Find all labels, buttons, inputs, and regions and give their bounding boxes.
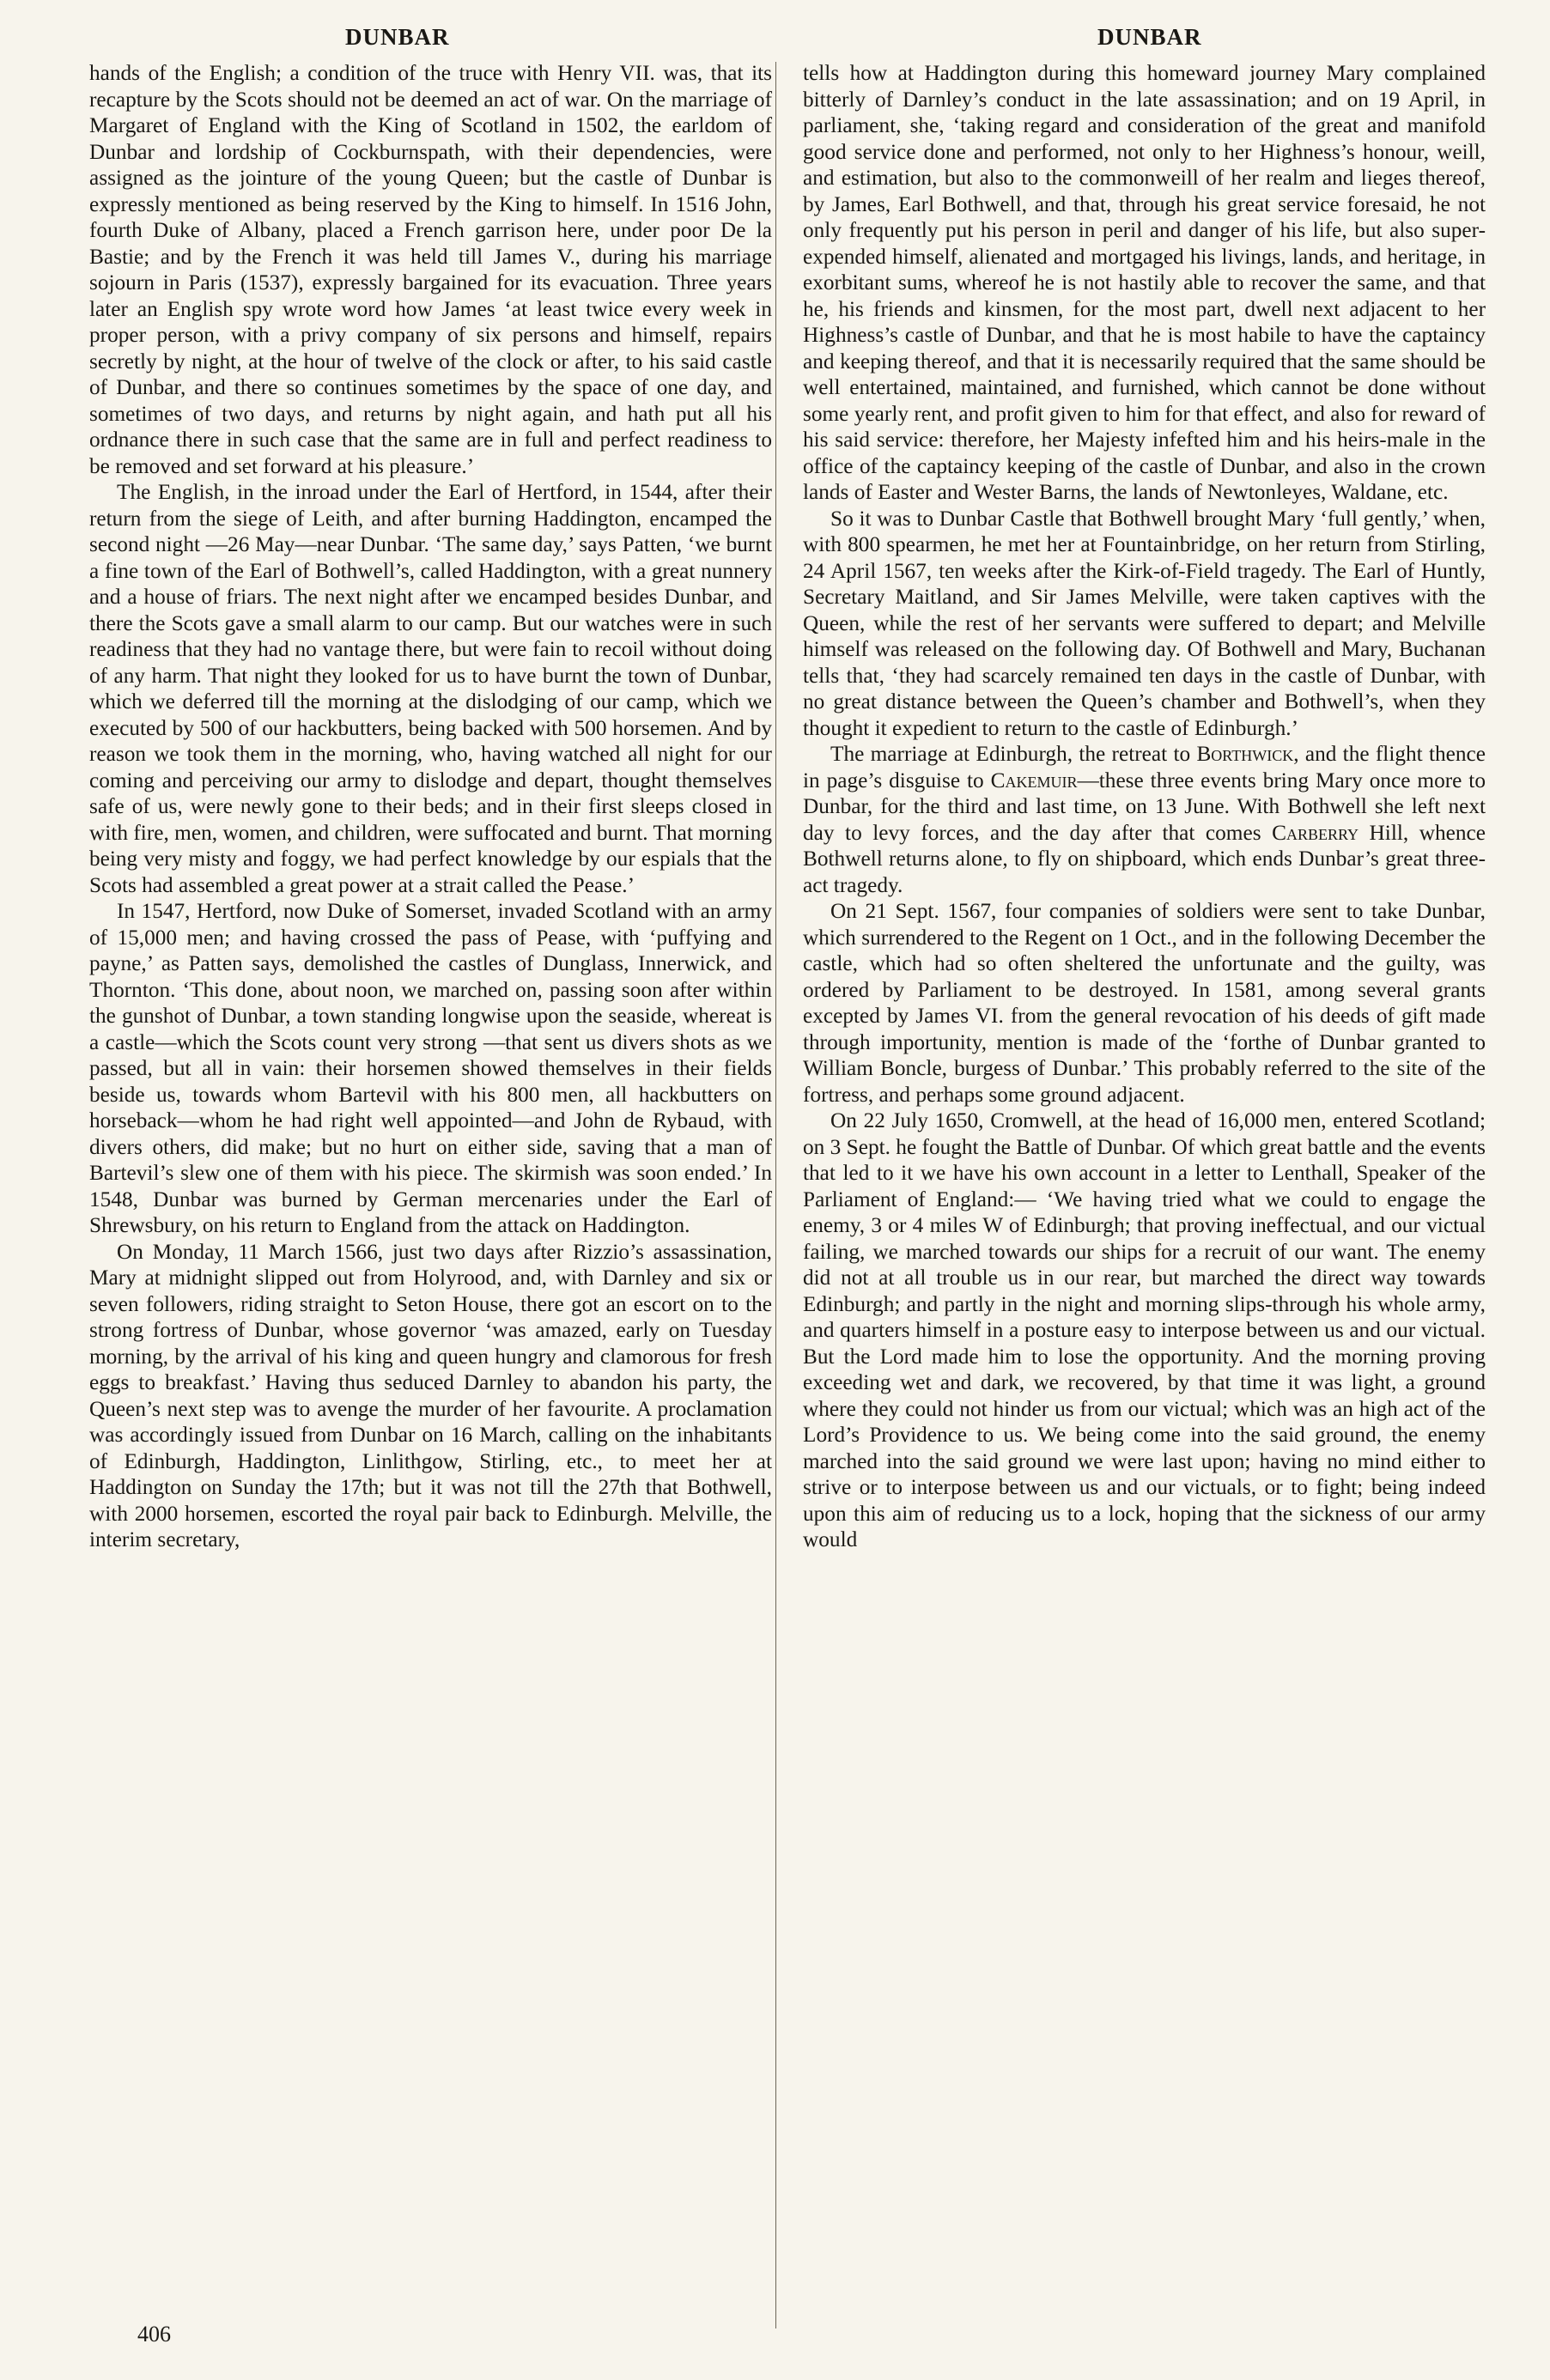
running-head-left: DUNBAR bbox=[345, 24, 450, 50]
paragraph: The English, in the inroad under the Earl of Hertford, in 1544, after their return from the siege of Leith, and after burning Haddington, encamped the second night —26 May—near Dunbar. ‘The same day,’ says Patten, ‘we burnt a fine town of the Earl of Bothwell’s, called Haddington, with a great nunnery and a house of friars. The next night after we encamped besides Dunbar, and there the Scots gave a small alarm to our camp. But our watches were in such readiness that they had no vantage there, but were fain to recoil without doing of any harm. That night they looked for us to have burnt the town of Dunbar, which we deferred till the morning at the dislodging of our camp, which we executed by 500 of our hackbutters, being backed with 500 horsemen. And by reason we took them in the morning, who, having watched all night for our coming and perceiving our army to dislodge and depart, thought themselves safe of us, were newly gone to their beds; and in their first sleeps closed in with fire, men, women, and children, were suffocated and burnt. That morning being very misty and foggy, we had perfect knowledge by our espials that the Scots had assembled a great power at a strait called the Pease.’ bbox=[89, 480, 772, 897]
paragraph: On 22 July 1650, Cromwell, at the head of 16,000 men, entered Scotland; on 3 Sept. he fought the Battle of Dunbar. Of which great battle and the events that led to it we have his own account in a letter to Lenthall, Speaker of the Parliament of England:— ‘We having tried what we could to engage the enemy, 3 or 4 miles W of Edinburgh; that proving ineffectual, and our victual failing, we marched towards our ships for a recruit of our want. The enemy did not at all trouble us in our rear, but marched the direct way towards Edinburgh; and partly in the night and morning slips-through his whole army, and quarters himself in a posture easy to interpose between us and our victual. But the Lord made him to lose the opportunity. And the morning proving exceeding wet and dark, we recovered, by that time it was light, a ground where they could not hinder us from our victual; which was an high act of the Lord’s Providence to us. We being come into the said ground, the enemy marched into the said ground we were last upon; having no mind either to strive or to interpose between us and our victuals, or to fight; being indeed upon this aim of reducing us to a lock, hoping that the sickness of our army would bbox=[803, 1108, 1486, 1551]
cross-reference-carberry: Carberry bbox=[1272, 820, 1359, 845]
paragraph: tells how at Haddington during this homeward journey Mary complained bitterly of Darnley’s conduct in the late assassination; and on 19 April, in parliament, she, ‘taking regard and consideration of the great and manifold good service done and performed, not only to her Highness’s honour, weill, and estimation, but also to the commonweill of her realm and lieges thereof, by James, Earl Bothwell, and that, through his great service foresaid, he not only frequently put his person in peril and danger of his life, but also super-expended himself, alienated and mortgaged his livings, lands, and heritage, in exorbitant sums, whereof he is not hastily able to recover the same, and that he, his friends and kinsmen, for the most part, dwell next adjacent to her Highness’s castle of Dunbar, and that he is most habile to have the captaincy and keeping thereof, and that it is necessarily required that the same should be well entertained, maintained, and furnished, which cannot be done without some yearly rent, and profit given to him for that effect, and also for reward of his said service: therefore, her Majesty infefted him and his heirs-male in the office of the captaincy keeping of the castle of Dunbar, and also in the crown lands of Easter and Wester Barns, the lands of Newtonleyes, Waldane, etc. bbox=[803, 61, 1486, 504]
text-run: The marriage at Edinburgh, the retreat to bbox=[830, 742, 1197, 766]
paragraph bbox=[803, 741, 1486, 898]
text-run: , and the flight thence in page’s disguise to bbox=[803, 742, 1486, 792]
right-column bbox=[803, 60, 1486, 1553]
text-run: —these three events bring Mary once more to Dunbar, for the third and last time, on 13 June. With Bothwell she left next day to levy forces, and the day after that comes bbox=[803, 768, 1486, 845]
text-run: Hill, whence Bothwell returns alone, to fly on shipboard, which ends Dunbar’s great three-act tragedy. bbox=[803, 820, 1486, 897]
left-column bbox=[89, 60, 772, 1553]
paragraph: On Monday, 11 March 1566, just two days after Rizzio’s assassination, Mary at midnight slipped out from Holyrood, and, with Darnley and six or seven followers, riding straight to Seton House, there got an escort on to the strong fortress of Dunbar, whose governor ‘was amazed, early on Tuesday morning, by the arrival of his king and queen hungry and clamorous for fresh eggs to breakfast.’ Having thus seduced Darnley to abandon his party, the Queen’s next step was to avenge the murder of her favourite. A proclamation was accordingly issued from Dunbar on 16 March, calling on the inhabitants of Edinburgh, Haddington, Linlithgow, Stirling, etc., to meet her at Haddington on Sunday the 17th; but it was not till the 27th that Bothwell, with 2000 horsemen, escorted the royal pair back to Edinburgh. Melville, the interim secretary, bbox=[89, 1239, 772, 1551]
paragraph: In 1547, Hertford, now Duke of Somerset, invaded Scotland with an army of 15,000 men; and having crossed the pass of Pease, with ‘puffying and payne,’ as Patten says, demolished the castles of Dunglass, Innerwick, and Thornton. ‘This done, about noon, we marched on, passing soon after within the gunshot of Dunbar, a town standing longwise upon the seaside, whereat is a castle—which the Scots count very strong —that sent us divers shots as we passed, but all in vain: their horsemen showed themselves in their fields beside us, towards whom Bartevil with his 800 men, all hackbutters on horseback—whom he had right well appointed—and John de Rybaud, with divers others, did make; but no hurt on either side, saving that a man of Bartevil’s slew one of them with his piece. The skirmish was soon ended.’ In 1548, Dunbar was burned by German mercenaries under the Earl of Shrewsbury, on his return to England from the attack on Haddington. bbox=[89, 899, 772, 1237]
paragraph: hands of the English; a condition of the truce with Henry VII. was, that its recapture by the Scots should not be deemed an act of war. On the marriage of Margaret of England with the King of Scotland in 1502, the earldom of Dunbar and lordship of Cockburnspath, with their dependencies, were assigned as the jointure of the young Queen; but the castle of Dunbar is expressly mentioned as being reserved by the King to himself. In 1516 John, fourth Duke of Albany, placed a French garrison here, under poor De la Bastie; and by the French it was held till James V., during his marriage sojourn in Paris (1537), expressly bargained for its evacuation. Three years later an English spy wrote word how James ‘at least twice every week in proper person, with a privy company of six persons and himself, repairs secretly by night, at the hour of twelve of the clock or after, to his said castle of Dunbar, and there so continues sometimes by the space of one day, and sometimes of two days, and returns by night again, and hath put all his ordnance there in such case that the same are in full and perfect readiness to be removed and set forward at his pleasure.’ bbox=[89, 61, 772, 478]
column-divider bbox=[775, 62, 776, 2328]
cross-reference-borthwick: Borthwick bbox=[1196, 742, 1294, 766]
page-number: 406 bbox=[137, 2322, 171, 2347]
running-head-right: DUNBAR bbox=[1097, 24, 1202, 50]
paragraph: So it was to Dunbar Castle that Bothwell brought Mary ‘full gently,’ when, with 800 spearmen, he met her at Fountainbridge, on her return from Stirling, 24 April 1567, ten weeks after the Kirk-of-Field tragedy. The Earl of Huntly, Secretary Maitland, and Sir James Melville, were taken captives with the Queen, while the rest of her servants were suffered to depart; and Melville himself was released on the following day. Of Bothwell and Mary, Buchanan tells that, ‘they had scarcely remained ten days in the castle of Dunbar, with no great distance between the Queen’s chamber and Bothwell’s, when they thought it expedient to return to the castle of Edinburgh.’ bbox=[803, 506, 1486, 740]
cross-reference-cakemuir: Cakemuir bbox=[990, 768, 1078, 792]
paragraph: On 21 Sept. 1567, four companies of soldiers were sent to take Dunbar, which surrendered to the Regent on 1 Oct., and in the following December the castle, which had so often sheltered the unfortunate and the guilty, was ordered by Parliament to be destroyed. In 1581, among several grants excepted by James VI. from the general revocation of his deeds of gift made through importunity, mention is made of the ‘forthe of Dunbar granted to William Boncle, burgess of Dunbar.’ This probably referred to the site of the fortress, and perhaps some ground adjacent. bbox=[803, 899, 1486, 1107]
